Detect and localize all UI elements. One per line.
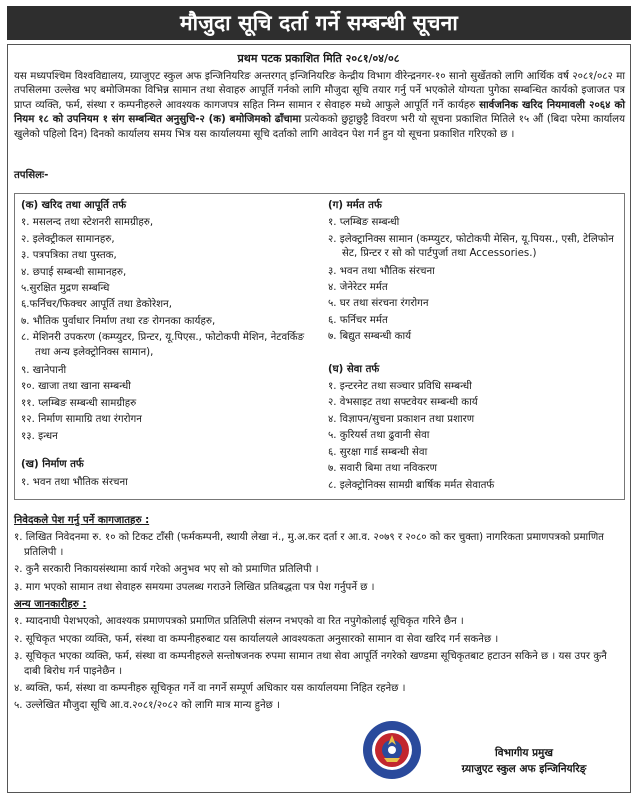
intro-paragraph — [14, 70, 625, 142]
signature-office: ग्र्याजुएट स्कुल अफ इन्जिनियरिङ् — [461, 763, 587, 775]
section-ga-title: (ग) मर्मत तर्फ — [328, 200, 382, 211]
list-item: ४. छपाई सम्बन्धी सामानहरु, — [21, 266, 127, 278]
right-column — [328, 199, 621, 493]
items-table — [14, 193, 625, 500]
list-item: ८. इलेक्ट्रोनिक्स सामग्री बार्षिक मर्मत सेवातर्फ — [328, 479, 495, 491]
list-item: ३. भवन तथा भौतिक संरचना — [328, 265, 435, 277]
list-item: १. इन्टरनेट तथा सञ्चार प्रविधि सम्बन्धी — [328, 381, 472, 393]
list-item: २. वेभसाइट तथा सफ्टवेयर सम्बन्धी कार्य — [328, 397, 478, 409]
list-item: १. प्लम्बिङ सम्बन्धी — [328, 217, 400, 229]
list-item: ७. भौतिक पुर्वाधार निर्माण तथा रङ रोगनका कार्यहरु, — [21, 315, 216, 327]
list-item: ५. घर तथा संरचना रंगरोगन — [328, 298, 429, 310]
other-info-section — [14, 598, 625, 714]
intro-part1: यस मध्यपश्चिम विश्वविद्यालय, ग्र्याजुएट स्कुल अफ इन्जिनियरिङ अन्तरगत् इन्जिनियरिङ केन्द्रीय विभाग वीरेन्द्रनगर-१० सानो सुर्खेतको लागि आर्थिक वर्ष २०८१/०८२ मा तपसिलमा उल्लेख भए बमोजिमका विभिन्न सामान तथा सेवाहरु आपूर्ति गर्नको लागि मौजुदा सूचि तयार गर्नु पर्ने भएकोले योग्यता पुगेका सम्बन्धित कार्यको इजाजत पत्र प्राप्त व्यक्ति, फर्म, संस्था र कम्पनीहरुले आवश्यक कागजपत्र सहित निम्न सामान र सेवाहरु मध्ये आफुले आपूर्ति गर्ने कार्यहरु — [14, 71, 625, 111]
intro-part2: प्रत्येकको छुट्टाछुट्टै विवरण भरी यो सूचना प्रकाशित मितिले १५ औं (बिदा परेमा कार्यालय खुलेको पहिलो दिन) दिनको कार्यालय समय भित्र यस कार्यालयमा सूचि दर्ताको लागि आवेदन पेश गर्न हुन यो सूचना प्रकाशित गरिएको छ । — [14, 114, 625, 140]
list-item: ६. फर्निचर मर्मत — [328, 314, 388, 326]
list-item: ६. सुरक्षा गार्ड सम्बन्धी सेवा — [328, 446, 428, 458]
list-item: २. सूचिकृत भएका व्यक्ति, फर्म, संस्था वा कम्पनीहरुबाट यस कार्यालयले आवश्यकता अनुसारको सामान वा सेवा खरिद गर्न सकनेछ । — [14, 633, 499, 645]
section-ka-title: (क) खरिद तथा आपूर्ति तर्फ — [21, 200, 127, 211]
documents-section — [14, 514, 625, 595]
list-item: २. इलेक्ट्रीकल सामानहरु, — [21, 233, 115, 245]
list-item: ९. खानेपानी — [21, 365, 67, 377]
list-item: ४. विज्ञापन/सुचना प्रकाशन तथा प्रशारण — [328, 413, 475, 425]
list-item: ११. प्लम्बिङ सम्बन्धी सामग्रीहरु — [21, 397, 137, 409]
notice-banner — [7, 6, 631, 40]
publish-date: प्रथम पटक प्रकाशित मिति २०८१/०४/०८ — [237, 52, 400, 65]
university-seal-icon — [362, 720, 422, 780]
list-item: १३. इन्धन — [21, 430, 58, 442]
list-item: ४. जेनेरेटर मर्मत — [328, 282, 388, 294]
list-item: १. मसलन्द तथा स्टेशनरी सामग्रीहरु, — [21, 217, 154, 229]
list-item: ७. बिद्युत सम्बन्धी कार्य — [328, 331, 412, 343]
other-info-title: अन्य जानकारीहरु : — [14, 599, 87, 610]
list-item: ३. पत्रपत्रिका तथा पुस्तक, — [21, 250, 117, 262]
section-kha-title: (ख) निर्माण तर्फ — [21, 459, 84, 471]
list-item: १. म्यादनाघी पेशभएको, आवश्यक प्रमाणपत्रको प्रमाणित प्रतिलिपी संलग्न नभएको वा रित नपुगेकोलाई सूचिकृत गरिने छैन । — [14, 616, 464, 628]
list-item: १. लिखित निवेदनमा रु. १० को टिकट टाँसी (फर्मकम्पनी, स्थायी लेखा नं., मु.अ.कर दर्ता र आ.व. २०७९ र २०८० को कर चुक्ता) नागरिकता प्रमाणपत्रको प्रमाणित प्रतिलिपी । — [14, 532, 604, 558]
signature-title: विभागीय प्रमुख — [495, 747, 553, 759]
list-item: २. इलेक्ट्रानिक्स सामान (कम्प्युटर, फोटोकपी मेसिन, यू.पियस., एसी, टेलिफोन सेट, प्रिन्टर र सो को पार्टपुर्जा तथा Accessories.) — [328, 233, 614, 260]
list-item: ८. मेशिनरी उपकरण (कम्प्युटर, प्रिन्टर, यू.पिएस., फोटोकपी मेशिन, नेटवर्किङ तथा अन्य इलेक्ट्रोनिक्स सामान), — [21, 332, 305, 358]
list-item: ५. कुरियर्स तथा ढुवानी सेवा — [328, 430, 430, 442]
intro-bold-rule: सार्वजनिक खरिद नियमावली २०६४ को नियम १८ को उपनियम १ संग सम्बन्धित अनुसुचि-२ (क) बमोजिमको ढाँचामा — [14, 99, 625, 126]
list-item: ३. सूचिकृत भएका व्यक्ति, फर्म, संस्था वा कम्पनीहरुले सन्तोषजनक रुपमा सामान तथा सेवा आपूर्ति नगरेको खण्डमा सूचिकृतबाट हटाउन सकिने छ । यस उपर कुनै दाबी बिरोध गर्न पाइनेछैन । — [14, 651, 607, 677]
list-item: ३. माग भएको सामान तथा सेवाहरु समयमा उपलब्ध गराउने लिखित प्रतिबद्धता पत्र पेश गर्नुपर्ने छ । — [14, 581, 375, 593]
list-item: ७. सवारी बिमा तथा नविकरण — [328, 463, 437, 475]
list-item: ५. उल्लेखित मौजुदा सूचि आ.व.२०८१/२०८२ को लागि मात्र मान्य हुनेछ । — [14, 700, 280, 712]
details-label: तपसिलः- — [14, 170, 49, 181]
left-column — [21, 199, 311, 490]
signature-block — [424, 745, 624, 777]
section-gha-title: (घ) सेवा तर्फ — [328, 363, 380, 375]
list-item: ६.फर्निचर/फिक्चर आपूर्ति तथा डेकोरेशन, — [21, 299, 172, 311]
list-item: ५.सुरक्षित मुद्रण सम्बन्धि — [21, 283, 110, 295]
list-item: ४. ब्यक्ति, फर्म, संस्था वा कम्पनीहरु सूचिकृत गर्ने वा नगर्ने सम्पूर्ण अधिकार यस कार्यालयमा निहित रहनेछ । — [14, 683, 406, 695]
list-item: १. भवन तथा भौतिक संरचना — [21, 476, 128, 488]
list-item: १०. खाजा तथा खाना सम्बन्धी — [21, 381, 131, 393]
list-item: २. कुनै सरकारी निकायसंस्थामा कार्य गरेको अनुभव भए सो को प्रमाणित प्रतिलिपी । — [14, 564, 319, 576]
list-item: १२. निर्माण सामाग्रि तथा रंगरोगन — [21, 414, 142, 426]
documents-title: निवेदकले पेश गर्नु पर्ने कागजातहरु : — [14, 515, 150, 526]
notice-title: मौजुदा सूचि दर्ता गर्ने सम्बन्धी सूचना — [180, 9, 458, 35]
